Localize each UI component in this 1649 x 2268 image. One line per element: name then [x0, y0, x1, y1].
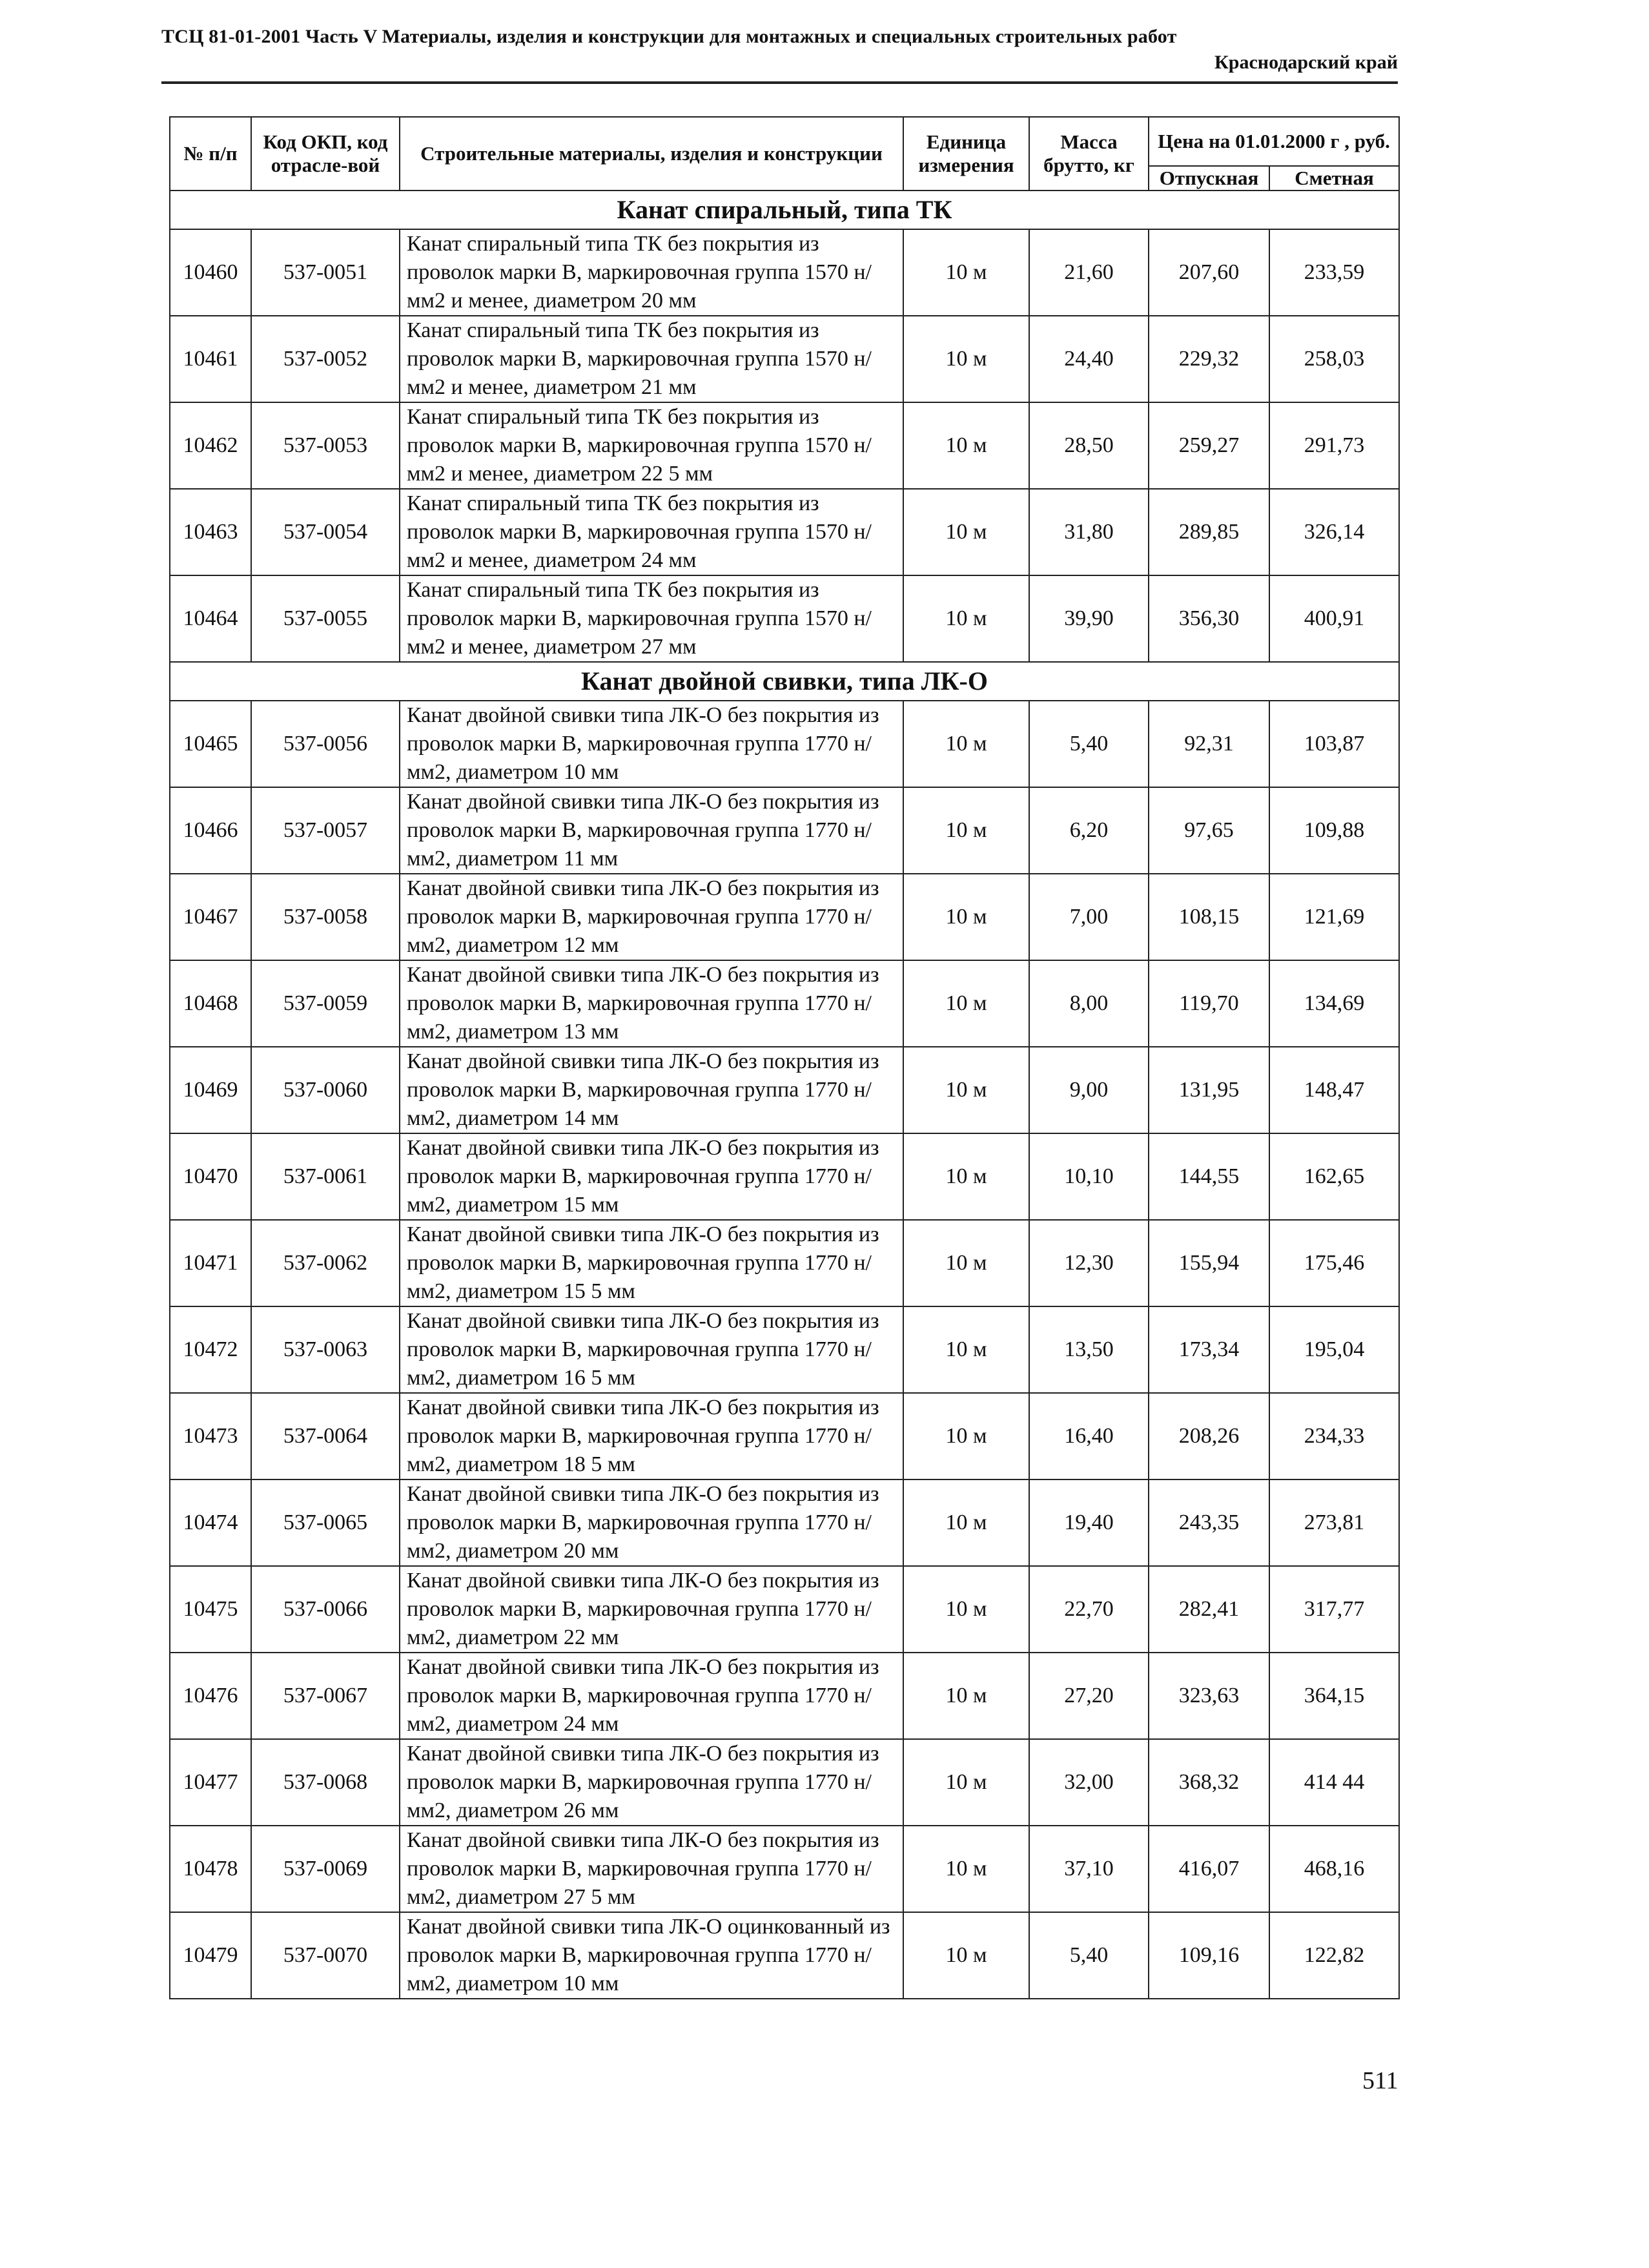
col-header-code: Код ОКП, код отрасле-вой: [251, 117, 400, 191]
cell-p1: 243,35: [1149, 1479, 1269, 1566]
cell-num: 10465: [170, 701, 251, 787]
col-header-num: № п/п: [170, 117, 251, 191]
cell-num: 10472: [170, 1306, 251, 1393]
document-title: ТСЦ 81-01-2001 Часть V Материалы, изделия и конструкции для монтажных и специальных строительных работ: [161, 26, 1177, 47]
cell-mass: 12,30: [1029, 1220, 1149, 1306]
cell-desc: Канат двойной свивки типа ЛК-О без покрытия из проволок марки В, маркировочная группа 1770 н/мм2, диаметром 13 мм: [400, 960, 903, 1047]
cell-p1: 144,55: [1149, 1133, 1269, 1220]
cell-code: 537-0051: [251, 229, 400, 316]
cell-unit: 10 м: [903, 701, 1029, 787]
cell-p1: 92,31: [1149, 701, 1269, 787]
cell-p2: 175,46: [1269, 1220, 1399, 1306]
table-body: [170, 191, 1399, 1999]
section-header: [170, 191, 1399, 229]
cell-code: 537-0061: [251, 1133, 400, 1220]
table-row: [170, 874, 1399, 960]
cell-desc: Канат двойной свивки типа ЛК-О без покрытия из проволок марки В, маркировочная группа 1770 н/мм2, диаметром 22 мм: [400, 1566, 903, 1653]
table-row: [170, 1220, 1399, 1306]
cell-p1: 119,70: [1149, 960, 1269, 1047]
cell-p2: 234,33: [1269, 1393, 1399, 1479]
cell-p2: 103,87: [1269, 701, 1399, 787]
cell-mass: 5,40: [1029, 701, 1149, 787]
cell-p2: 122,82: [1269, 1912, 1399, 1999]
cell-code: 537-0068: [251, 1739, 400, 1826]
cell-desc: Канат двойной свивки типа ЛК-О без покрытия из проволок марки В, маркировочная группа 1770 н/мм2, диаметром 11 мм: [400, 787, 903, 874]
cell-code: 537-0060: [251, 1047, 400, 1133]
cell-unit: 10 м: [903, 489, 1029, 575]
cell-code: 537-0064: [251, 1393, 400, 1479]
cell-p1: 97,65: [1149, 787, 1269, 874]
col-header-price: Цена на 01.01.2000 г , руб.: [1149, 117, 1399, 166]
cell-p1: 368,32: [1149, 1739, 1269, 1826]
cell-num: 10464: [170, 575, 251, 662]
cell-desc: Канат двойной свивки типа ЛК-О без покрытия из проволок марки В, маркировочная группа 1770 н/мм2, диаметром 10 мм: [400, 701, 903, 787]
table-row: [170, 1047, 1399, 1133]
cell-mass: 32,00: [1029, 1739, 1149, 1826]
cell-num: 10473: [170, 1393, 251, 1479]
page-number: 511: [1362, 2067, 1398, 2094]
table-row: [170, 787, 1399, 874]
cell-p2: 364,15: [1269, 1653, 1399, 1739]
cell-mass: 7,00: [1029, 874, 1149, 960]
cell-desc: Канат двойной свивки типа ЛК-О без покрытия из проволок марки В, маркировочная группа 1770 н/мм2, диаметром 20 мм: [400, 1479, 903, 1566]
cell-unit: 10 м: [903, 1566, 1029, 1653]
cell-mass: 19,40: [1029, 1479, 1149, 1566]
region-label: Краснодарский край: [1214, 52, 1398, 73]
cell-mass: 37,10: [1029, 1826, 1149, 1912]
cell-unit: 10 м: [903, 1047, 1029, 1133]
section-header: [170, 662, 1399, 701]
cell-code: 537-0056: [251, 701, 400, 787]
cell-desc: Канат двойной свивки типа ЛК-О без покрытия из проволок марки В, маркировочная группа 1770 н/мм2, диаметром 24 мм: [400, 1653, 903, 1739]
cell-code: 537-0062: [251, 1220, 400, 1306]
cell-desc: Канат двойной свивки типа ЛК-О оцинкованный из проволок марки В, маркировочная группа 1770 н/мм2, диаметром 10 мм: [400, 1912, 903, 1999]
cell-desc: Канат спиральный типа ТК без покрытия из проволок марки В, маркировочная группа 1570 н/мм2 и менее, диаметром 22 5 мм: [400, 402, 903, 489]
cell-desc: Канат спиральный типа ТК без покрытия из проволок марки В, маркировочная группа 1570 н/мм2 и менее, диаметром 27 мм: [400, 575, 903, 662]
cell-p1: 109,16: [1149, 1912, 1269, 1999]
cell-p1: 207,60: [1149, 229, 1269, 316]
cell-unit: 10 м: [903, 1393, 1029, 1479]
cell-p1: 416,07: [1149, 1826, 1269, 1912]
cell-desc: Канат двойной свивки типа ЛК-О без покрытия из проволок марки В, маркировочная группа 1770 н/мм2, диаметром 16 5 мм: [400, 1306, 903, 1393]
table-row: [170, 1306, 1399, 1393]
cell-desc: Канат двойной свивки типа ЛК-О без покрытия из проволок марки В, маркировочная группа 1770 н/мм2, диаметром 15 мм: [400, 1133, 903, 1220]
cell-p1: 131,95: [1149, 1047, 1269, 1133]
cell-p1: 259,27: [1149, 402, 1269, 489]
cell-mass: 39,90: [1029, 575, 1149, 662]
cell-p2: 468,16: [1269, 1826, 1399, 1912]
cell-desc: Канат спиральный типа ТК без покрытия из проволок марки В, маркировочная группа 1570 н/мм2 и менее, диаметром 20 мм: [400, 229, 903, 316]
cell-code: 537-0055: [251, 575, 400, 662]
cell-mass: 13,50: [1029, 1306, 1149, 1393]
cell-num: 10477: [170, 1739, 251, 1826]
cell-unit: 10 м: [903, 1133, 1029, 1220]
cell-p2: 148,47: [1269, 1047, 1399, 1133]
cell-code: 537-0065: [251, 1479, 400, 1566]
cell-p1: 229,32: [1149, 316, 1269, 402]
table-row: [170, 575, 1399, 662]
cell-unit: 10 м: [903, 316, 1029, 402]
cell-num: 10478: [170, 1826, 251, 1912]
cell-num: 10470: [170, 1133, 251, 1220]
cell-num: 10466: [170, 787, 251, 874]
cell-code: 537-0066: [251, 1566, 400, 1653]
cell-unit: 10 м: [903, 1826, 1029, 1912]
cell-p2: 162,65: [1269, 1133, 1399, 1220]
cell-desc: Канат двойной свивки типа ЛК-О без покрытия из проволок марки В, маркировочная группа 1770 н/мм2, диаметром 27 5 мм: [400, 1826, 903, 1912]
table-row: [170, 489, 1399, 575]
cell-p1: 282,41: [1149, 1566, 1269, 1653]
cell-mass: 6,20: [1029, 787, 1149, 874]
cell-p2: 414 44: [1269, 1739, 1399, 1826]
cell-p2: 109,88: [1269, 787, 1399, 874]
cell-unit: 10 м: [903, 1220, 1029, 1306]
cell-unit: 10 м: [903, 1306, 1029, 1393]
section-title: Канат двойной свивки, типа ЛК-О: [170, 662, 1399, 701]
cell-p1: 356,30: [1149, 575, 1269, 662]
cell-num: 10467: [170, 874, 251, 960]
cell-mass: 31,80: [1029, 489, 1149, 575]
cell-p1: 108,15: [1149, 874, 1269, 960]
cell-num: 10471: [170, 1220, 251, 1306]
cell-unit: 10 м: [903, 1739, 1029, 1826]
cell-code: 537-0058: [251, 874, 400, 960]
cell-num: 10460: [170, 229, 251, 316]
table-row: [170, 316, 1399, 402]
cell-num: 10474: [170, 1479, 251, 1566]
cell-p1: 173,34: [1149, 1306, 1269, 1393]
cell-code: 537-0059: [251, 960, 400, 1047]
cell-desc: Канат двойной свивки типа ЛК-О без покрытия из проволок марки В, маркировочная группа 1770 н/мм2, диаметром 26 мм: [400, 1739, 903, 1826]
cell-mass: 5,40: [1029, 1912, 1149, 1999]
cell-num: 10462: [170, 402, 251, 489]
cell-mass: 10,10: [1029, 1133, 1149, 1220]
cell-p1: 208,26: [1149, 1393, 1269, 1479]
table-row: [170, 701, 1399, 787]
cell-unit: 10 м: [903, 1653, 1029, 1739]
table-row: [170, 1133, 1399, 1220]
cell-mass: 27,20: [1029, 1653, 1149, 1739]
cell-num: 10468: [170, 960, 251, 1047]
col-header-desc: Строительные материалы, изделия и конструкции: [400, 117, 903, 191]
cell-mass: 22,70: [1029, 1566, 1149, 1653]
header-rule: [161, 81, 1398, 84]
cell-desc: Канат спиральный типа ТК без покрытия из проволок марки В, маркировочная группа 1570 н/мм2 и менее, диаметром 24 мм: [400, 489, 903, 575]
cell-code: 537-0067: [251, 1653, 400, 1739]
cell-mass: 16,40: [1029, 1393, 1149, 1479]
cell-mass: 28,50: [1029, 402, 1149, 489]
cell-unit: 10 м: [903, 402, 1029, 489]
cell-p2: 134,69: [1269, 960, 1399, 1047]
cell-code: 537-0057: [251, 787, 400, 874]
table-row: [170, 1826, 1399, 1912]
cell-p2: 258,03: [1269, 316, 1399, 402]
cell-unit: 10 м: [903, 575, 1029, 662]
section-title: Канат спиральный, типа ТК: [170, 191, 1399, 229]
cell-unit: 10 м: [903, 1479, 1029, 1566]
cell-p2: 317,77: [1269, 1566, 1399, 1653]
cell-code: 537-0069: [251, 1826, 400, 1912]
cell-unit: 10 м: [903, 787, 1029, 874]
cell-num: 10461: [170, 316, 251, 402]
price-table: [169, 116, 1400, 1999]
table-row: [170, 1739, 1399, 1826]
col-header-price-release: Отпускная: [1149, 166, 1269, 191]
table-row: [170, 229, 1399, 316]
cell-unit: 10 м: [903, 1912, 1029, 1999]
table-row: [170, 402, 1399, 489]
cell-mass: 24,40: [1029, 316, 1149, 402]
cell-p1: 289,85: [1149, 489, 1269, 575]
table-row: [170, 1653, 1399, 1739]
table-header: [170, 117, 1399, 191]
table-row: [170, 1393, 1399, 1479]
cell-desc: Канат двойной свивки типа ЛК-О без покрытия из проволок марки В, маркировочная группа 1770 н/мм2, диаметром 18 5 мм: [400, 1393, 903, 1479]
cell-unit: 10 м: [903, 874, 1029, 960]
cell-p2: 326,14: [1269, 489, 1399, 575]
cell-p1: 323,63: [1149, 1653, 1269, 1739]
cell-p2: 233,59: [1269, 229, 1399, 316]
cell-num: 10469: [170, 1047, 251, 1133]
cell-code: 537-0070: [251, 1912, 400, 1999]
cell-code: 537-0054: [251, 489, 400, 575]
cell-unit: 10 м: [903, 960, 1029, 1047]
cell-num: 10463: [170, 489, 251, 575]
page-header: [161, 26, 1398, 84]
cell-p2: 291,73: [1269, 402, 1399, 489]
cell-p1: 155,94: [1149, 1220, 1269, 1306]
cell-p2: 273,81: [1269, 1479, 1399, 1566]
cell-mass: 8,00: [1029, 960, 1149, 1047]
table-row: [170, 1479, 1399, 1566]
table-row: [170, 960, 1399, 1047]
cell-code: 537-0063: [251, 1306, 400, 1393]
cell-p2: 195,04: [1269, 1306, 1399, 1393]
cell-num: 10475: [170, 1566, 251, 1653]
cell-desc: Канат спиральный типа ТК без покрытия из проволок марки В, маркировочная группа 1570 н/мм2 и менее, диаметром 21 мм: [400, 316, 903, 402]
cell-desc: Канат двойной свивки типа ЛК-О без покрытия из проволок марки В, маркировочная группа 1770 н/мм2, диаметром 14 мм: [400, 1047, 903, 1133]
cell-desc: Канат двойной свивки типа ЛК-О без покрытия из проволок марки В, маркировочная группа 1770 н/мм2, диаметром 12 мм: [400, 874, 903, 960]
col-header-unit: Единица измерения: [903, 117, 1029, 191]
table-row: [170, 1912, 1399, 1999]
col-header-mass: Масса брутто, кг: [1029, 117, 1149, 191]
cell-mass: 9,00: [1029, 1047, 1149, 1133]
cell-code: 537-0053: [251, 402, 400, 489]
cell-code: 537-0052: [251, 316, 400, 402]
col-header-price-estimate: Сметная: [1269, 166, 1399, 191]
cell-p2: 121,69: [1269, 874, 1399, 960]
cell-mass: 21,60: [1029, 229, 1149, 316]
cell-num: 10479: [170, 1912, 251, 1999]
cell-p2: 400,91: [1269, 575, 1399, 662]
cell-desc: Канат двойной свивки типа ЛК-О без покрытия из проволок марки В, маркировочная группа 1770 н/мм2, диаметром 15 5 мм: [400, 1220, 903, 1306]
cell-num: 10476: [170, 1653, 251, 1739]
table-row: [170, 1566, 1399, 1653]
cell-unit: 10 м: [903, 229, 1029, 316]
